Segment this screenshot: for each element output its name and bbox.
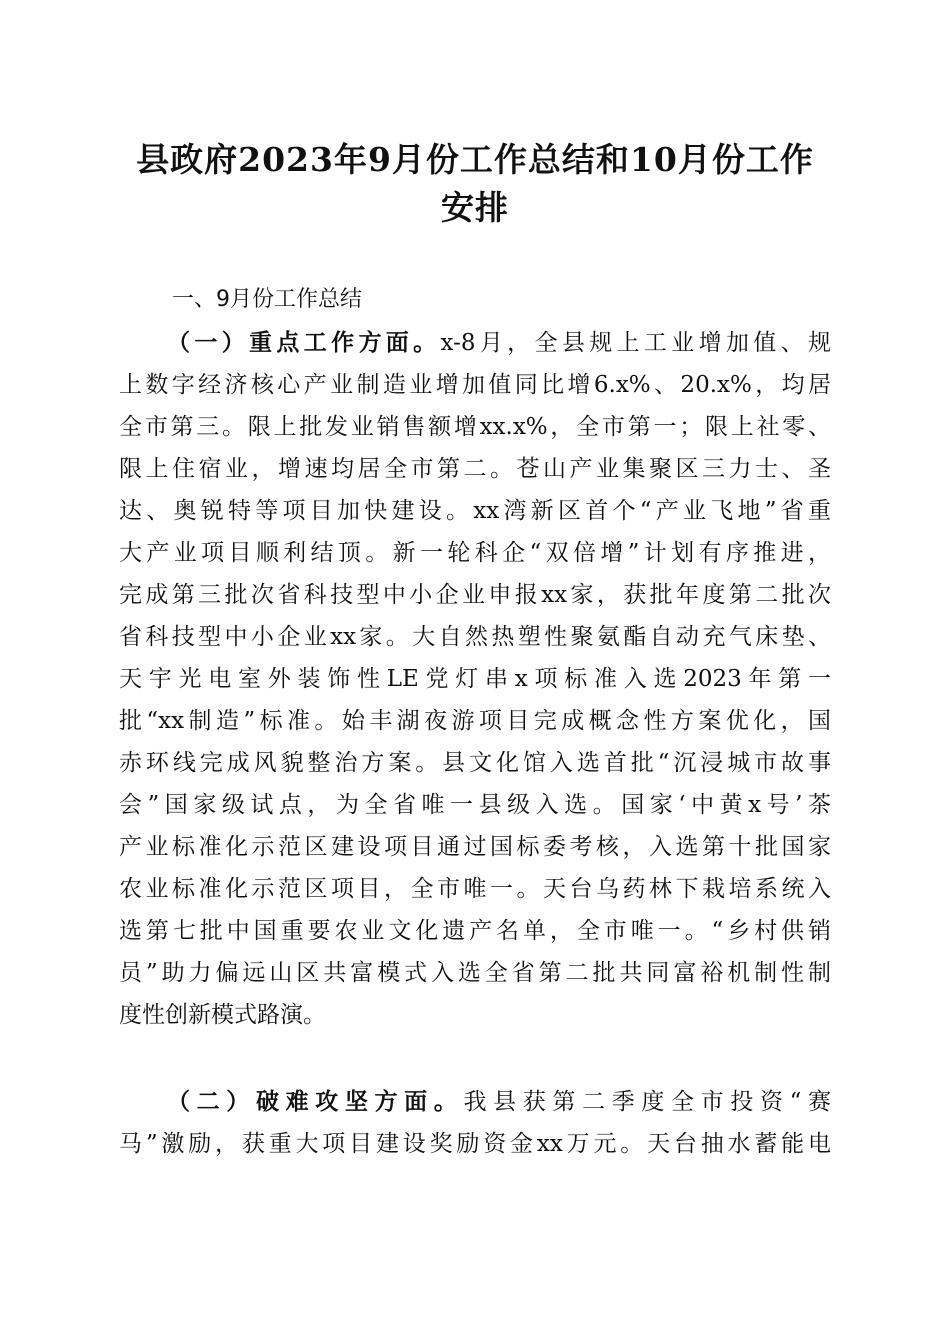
paragraph-line: 天宇光电室外装饰性LE党灯串x项标准入选2023年第一 xyxy=(119,666,831,692)
paragraph-line-text: x-8月，全县规上工业增加值、规 xyxy=(440,330,832,356)
title-line-1: 县政府2023年9月份工作总结和10月份工作 xyxy=(136,140,814,179)
paragraph-line: 达、奥锐特等项目加快建设。xx湾新区首个“产业飞地”省重 xyxy=(119,498,831,524)
paragraph-line: 批“xx制造”标准。始丰湖夜游项目完成概念性方案优化，国 xyxy=(119,708,831,734)
paragraph-key-work xyxy=(119,322,831,1036)
paragraph-line: 会”国家级试点，为全省唯一县级入选。国家‘中黄x号’茶 xyxy=(119,792,831,818)
paragraph-line: 限上住宿业，增速均居全市第二。苍山产业集聚区三力士、圣 xyxy=(119,456,831,482)
section-heading: 一、9月份工作总结 xyxy=(172,287,362,312)
paragraph-line: 选第七批中国重要农业文化遗产名单，全市唯一。“乡村供销 xyxy=(119,918,831,944)
paragraph-line: 马”激励，获重大项目建设奖励资金xx万元。天台抽水蓄能电 xyxy=(119,1131,831,1157)
paragraph-line: 员”助力偏远山区共富模式入选全省第二批共同富裕机制性制 xyxy=(119,960,831,986)
paragraph-line: 完成第三批次省科技型中小企业申报xx家，获批年度第二批次 xyxy=(119,582,831,608)
paragraph-lead: （二）破难攻坚方面。 xyxy=(167,1088,464,1115)
paragraph-line xyxy=(119,1081,831,1123)
paragraph-line: 赤环线完成风貌整治方案。县文化馆入选首批“沉浸城市故事 xyxy=(119,750,831,776)
title-line-2: 安排 xyxy=(441,188,509,227)
paragraph-line: 大产业项目顺利结顶。新一轮科企“双倍增”计划有序推进， xyxy=(119,540,831,566)
paragraph-line-text: 我县获第二季度全市投资“赛 xyxy=(463,1089,832,1115)
paragraph-line: 上数字经济核心产业制造业增加值同比增6.x%、20.x%，均居 xyxy=(119,372,831,398)
paragraph-line: 全市第三。限上批发业销售额增xx.x%，全市第一；限上社零、 xyxy=(119,414,831,440)
paragraph-breakthrough xyxy=(119,1081,831,1165)
paragraph-line: 省科技型中小企业xx家。大自然热塑性聚氨酯自动充气床垫、 xyxy=(119,624,831,650)
paragraph-line: 产业标准化示范区建设项目通过国标委考核，入选第十批国家 xyxy=(119,834,831,860)
paragraph-lead: （一）重点工作方面。 xyxy=(167,329,441,356)
paragraph-line xyxy=(119,322,831,364)
paragraph-line: 农业标准化示范区项目，全市唯一。天台乌药林下栽培系统入 xyxy=(119,876,831,902)
document-title xyxy=(100,136,850,232)
paragraph-line: 度性创新模式路演。 xyxy=(119,1002,326,1028)
